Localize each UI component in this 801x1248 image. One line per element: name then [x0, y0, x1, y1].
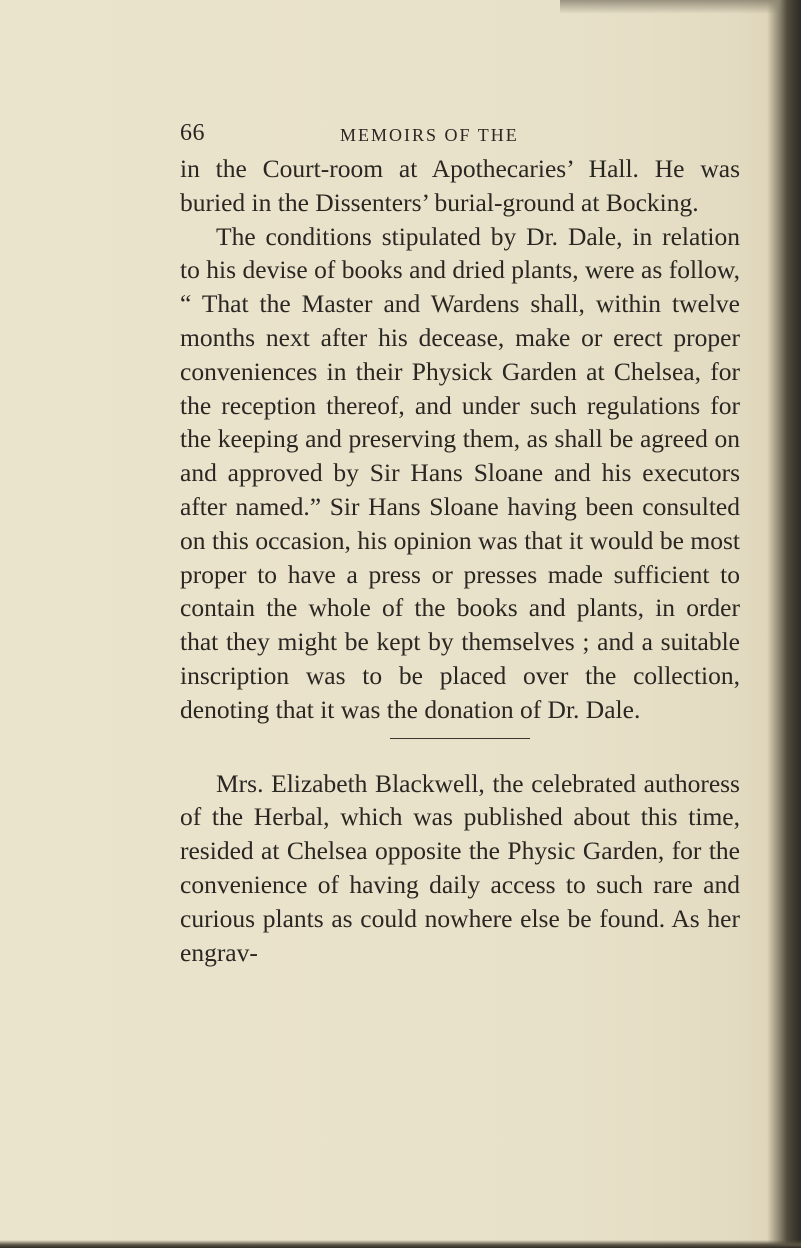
- page-bottom-edge: [0, 1240, 801, 1248]
- paragraph-1: in the Court-room at Apothecaries’ Hall. He was buried in the Dissenters’ burial-ground at Bocking.: [180, 154, 740, 217]
- running-title: MEMOIRS OF THE: [340, 125, 519, 145]
- paragraph-2: The conditions stipulated by Dr. Dale, in relation to his devise of books and dried plants, were as follow, “ That the Master and Wardens shall, within twelve months next after his decease, make or erect proper conveniences in their Physick Garden at Chelsea, for the reception thereof, and under such regulations for the keeping and preserving them, as shall be agreed on and approved by Sir Hans Sloane and his executors after named.” Sir Hans Sloane having been consulted on this occasion, his opinion was that it would be most proper to have a press or presses made sufficient to contain the whole of the books and plants, in order that they might be kept by themselves ; and a suitable inscription was to be placed over the collection, denoting that it was the donation of Dr. Dale.: [180, 221, 740, 724]
- page-body: [180, 152, 740, 969]
- book-spine-edge: [767, 0, 801, 1248]
- page-number: 66: [180, 120, 205, 146]
- page-top-shadow: [560, 0, 801, 14]
- paragraph-3: Mrs. Elizabeth Blackwell, the celebrated authoress of the Herbal, which was published about this time, resided at Chelsea opposite the Physic Garden, for the convenience of having daily access to such rare and curious plants as could nowhere else be found. As her engrav-: [180, 768, 740, 967]
- section-divider: [390, 738, 530, 739]
